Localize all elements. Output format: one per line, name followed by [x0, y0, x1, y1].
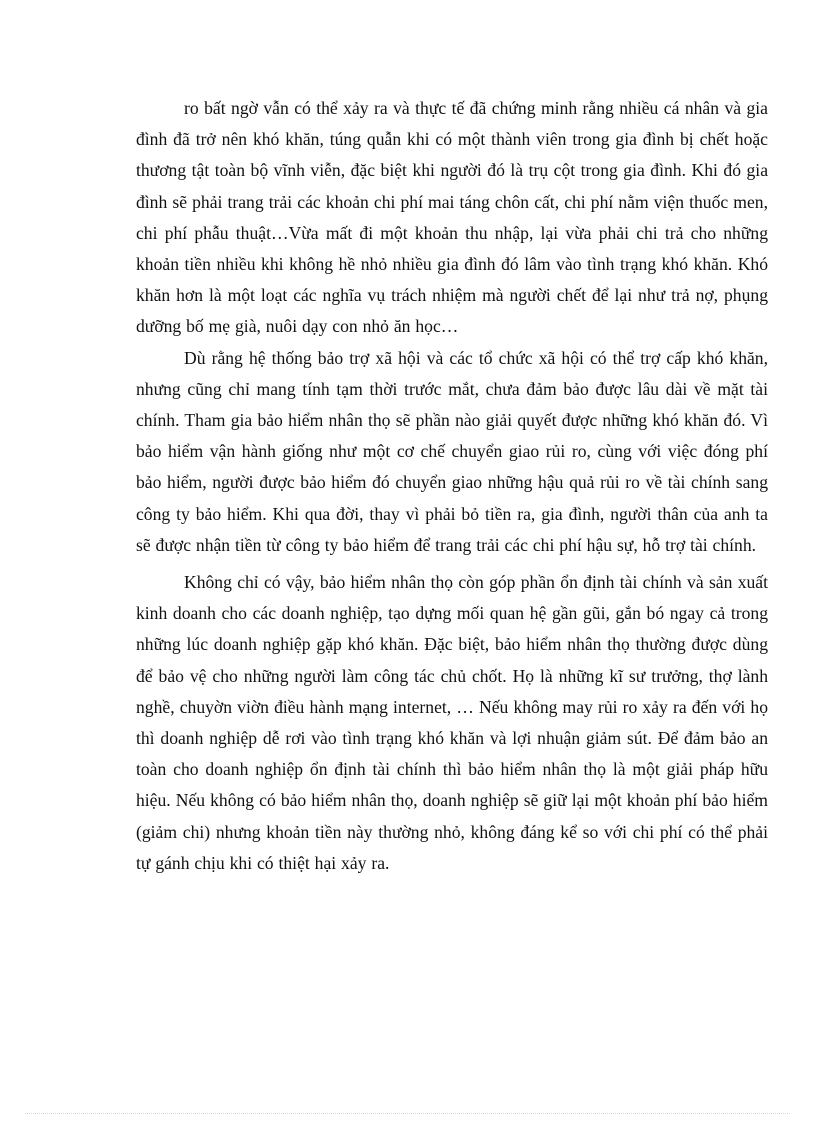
- paragraph-1: ro bất ngờ vẫn có thể xảy ra và thực tế đã chứng minh rằng nhiều cá nhân và gia đình đã trở nên khó khăn, túng quẫn khi có một thành viên trong gia đình bị chết hoặc thương tật toàn bộ vĩnh viễn, đặc biệt khi người đó là trụ cột trong gia đình. Khi đó gia đình sẽ phải trang trải các khoản chi phí mai táng chôn cất, chi phí nằm viện thuốc men, chi phí phẫu thuật…Vừa mất đi một khoản thu nhập, lại vừa phải chi trả cho những khoản tiền nhiều khi không hề nhỏ nhiều gia đình đó lâm vào tình trạng khó khăn. Khó khăn hơn là một loạt các nghĩa vụ trách nhiệm mà người chết để lại như trả nợ, phụng dưỡng bố mẹ già, nuôi dạy con nhỏ ăn học…: [136, 98, 768, 337]
- document-page: [136, 93, 768, 879]
- page-bottom-dotted-rule: [25, 1113, 790, 1114]
- paragraph-3: Không chỉ có vậy, bảo hiểm nhân thọ còn góp phần ổn định tài chính và sản xuất kinh doanh cho các doanh nghiệp, tạo dựng mối quan hệ gần gũi, gắn bó ngay cả trong những lúc doanh nghiệp gặp khó khăn. Đặc biệt, bảo hiểm nhân thọ thường được dùng để bảo vệ cho những người làm công tác chủ chốt. Họ là những kĩ sư trưởng, thợ lành nghề, chuyờn viờn điều hành mạng internet, … Nếu không may rủi ro xảy ra đến với họ thì doanh nghiệp dễ rơi vào tình trạng khó khăn và lợi nhuận giảm sút. Để đảm bảo an toàn cho doanh nghiệp ổn định tài chính thì bảo hiểm nhân thọ là một giải pháp hữu hiệu. Nếu không có bảo hiểm nhân thọ, doanh nghiệp sẽ giữ lại một khoản phí bảo hiểm (giảm chi) nhưng khoản tiền này thường nhỏ, không đáng kể so với chi phí có thể phải tự gánh chịu khi có thiệt hại xảy ra.: [136, 572, 768, 873]
- paragraph-2: Dù rằng hệ thống bảo trợ xã hội và các tổ chức xã hội có thể trợ cấp khó khăn, nhưng cũng chỉ mang tính tạm thời trước mắt, chưa đảm bảo được lâu dài về mặt tài chính. Tham gia bảo hiểm nhân thọ sẽ phần nào giải quyết được những khó khăn đó. Vì bảo hiểm vận hành giống như một cơ chế chuyển giao rủi ro, cùng với việc đóng phí bảo hiểm, người được bảo hiểm đó chuyển giao những hậu quả rủi ro về tài chính sang công ty bảo hiểm. Khi qua đời, thay vì phải bỏ tiền ra, gia đình, người thân của anh ta sẽ được nhận tiền từ công ty bảo hiểm để trang trải các chi phí hậu sự, hỗ trợ tài chính.: [136, 347, 768, 555]
